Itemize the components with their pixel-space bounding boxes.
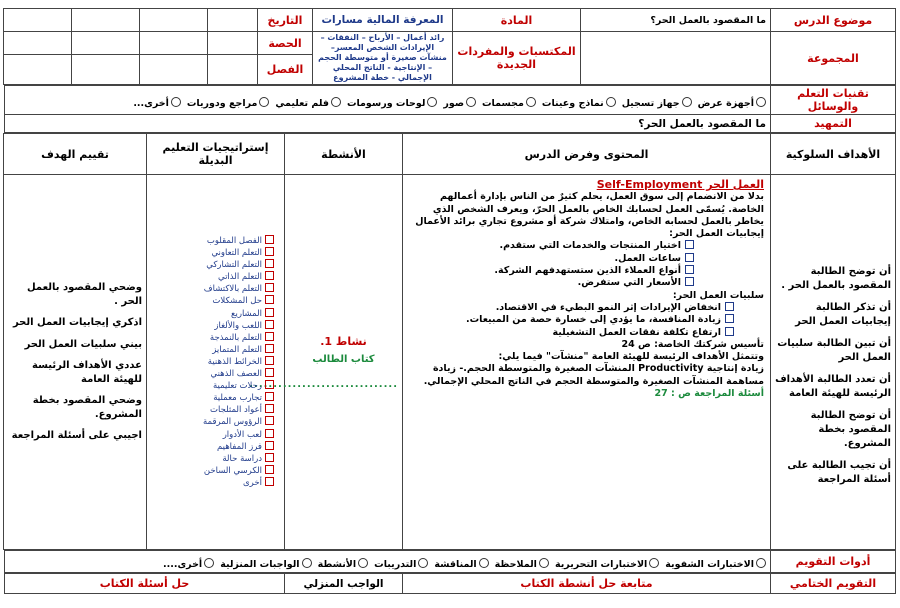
main-table (3, 133, 896, 550)
assessment-option-4[interactable]: المناقشة (434, 558, 488, 570)
checkbox-icon (685, 265, 694, 274)
tools-option-7[interactable]: فلم تعليمي (275, 97, 341, 109)
checkbox-icon[interactable] (265, 416, 274, 425)
evaluation-4: عددي الأهداف الرئيسة للهيئة العامة (32, 360, 142, 385)
assessment-option-6[interactable]: الأنشطة (318, 558, 369, 570)
tools-option-8[interactable]: مراجع ودوريات (187, 97, 270, 109)
cons-item-2: زيادة المنافسة، ما يؤدي إلى خسارة حصة من المبيعات. (409, 314, 764, 326)
intro-value: ما المقصود بالعمل الحر؟ (5, 115, 771, 133)
class-label: الفصل (258, 55, 313, 85)
strategy-item[interactable]: التعلم بالاكتشاف (151, 283, 274, 295)
tools-label: تقنيات التعلم والوسائل (771, 86, 896, 115)
assessment-option-7[interactable]: الواجبات المنزلية (220, 558, 311, 570)
closing-label: التقويم الختامي (771, 574, 896, 594)
strategy-item[interactable]: العصف الذهني (151, 368, 274, 380)
date-cell-2[interactable] (140, 9, 208, 32)
checkbox-icon (725, 314, 734, 323)
tools-options (5, 86, 771, 115)
assessment-option-1[interactable]: الاختبارات الشفوية (665, 558, 766, 570)
pros-title: إيجابيات العمل الحر: (669, 228, 764, 240)
radio-icon[interactable] (539, 558, 549, 568)
evaluation-1: وضحي المقصود بالعمل الحر . (26, 282, 142, 307)
tools-table (4, 85, 896, 133)
content-intro: بدلا من الانضمام إلى سوق العمل، يحلم كثيرٌ من الناس بإدارة أعمالهم الخاصة. يُسمّى العمل لحسابك الخاص بالعمل الحرّ، ويعرف الشخص الذي يخاطر بالعمل لحسابه الخاص، وامتلاك شركة أو مشروع تجاري برائد الأعمال (415, 191, 764, 227)
tools-option-2[interactable]: جهاز تسجيل (622, 97, 692, 109)
checkbox-icon (685, 277, 694, 286)
lesson-topic-label: موضوع الدرس (771, 9, 896, 32)
cons-title: سلبيات العمل الحر: (672, 289, 764, 301)
review-questions: أسئلة المراجعة ص : 27 (654, 388, 764, 400)
assessment-option-5[interactable]: التدريبات (374, 558, 428, 570)
pros-item-1: اختيار المنتجات والخدمات التي ستقدم. (409, 240, 764, 252)
objective-6: أن تجيب الطالبة على أسئلة المراجعة (787, 460, 891, 485)
strategy-item[interactable]: اللعب والألغاز (151, 320, 274, 332)
period-cell-4[interactable] (4, 32, 72, 55)
content-cell (403, 175, 771, 550)
cons-item-1: انخفاض الإيرادات إثر النمو البطيء في الاقتصاد. (409, 302, 764, 314)
assessment-label: أدوات التقويم (771, 551, 896, 573)
radio-icon[interactable] (756, 558, 766, 568)
assessment-options (5, 551, 771, 573)
objective-4: أن تعدد الطالبة الأهداف الرئيسة للهيئة العامة (775, 374, 891, 399)
strategy-item[interactable]: التعلم المتمايز (151, 344, 274, 356)
activity-dots: ............................... (249, 378, 398, 390)
tools-option-1[interactable]: أجهزة عرض (698, 97, 766, 109)
radio-icon[interactable] (204, 558, 214, 568)
checkbox-icon (685, 240, 694, 249)
date-cell-1[interactable] (208, 9, 258, 32)
pros-item-4: الأسعار التي ستفرض. (409, 277, 764, 289)
radio-icon[interactable] (418, 558, 428, 568)
class-cell-4[interactable] (4, 55, 72, 85)
strategy-item[interactable]: الخرائط الذهنية (151, 356, 274, 368)
checkbox-icon[interactable] (265, 477, 274, 486)
checkbox-icon[interactable] (265, 271, 274, 280)
date-cell-4[interactable] (4, 9, 72, 32)
period-cell-3[interactable] (72, 32, 140, 55)
strategy-item[interactable]: التعلم التعاوني (151, 247, 274, 259)
tools-option-9[interactable]: أخرى... (133, 97, 181, 109)
group-value[interactable] (581, 32, 771, 85)
checkbox-icon[interactable] (265, 247, 274, 256)
strategy-item[interactable]: التعلم الذاتي (151, 271, 274, 283)
intro-label: التمهيد (771, 115, 896, 133)
checkbox-icon[interactable] (265, 465, 274, 474)
objective-5: أن توضح الطالبة المقصود بخطة المشروع. (810, 410, 891, 449)
checkbox-icon[interactable] (265, 320, 274, 329)
activity-name: نشاط 1. (320, 334, 367, 348)
prior-label: المكتسبات والمفردات الجديدة (453, 32, 581, 85)
goal-1: زيادة إنتاجية Productivity المنشآت الصغيرة والمتوسطة الحجم.- زيادة مساهمة المنشآت الصغيرة والمتوسطة الحجم في الناتج المحلي الإجمالي. (423, 363, 764, 387)
lesson-topic-value: ما المقصود بالعمل الحر؟ (581, 9, 771, 32)
checkbox-icon[interactable] (265, 368, 274, 377)
objective-2: أن تذكر الطالبة إيجابيات العمل الحر (795, 302, 891, 327)
col-strategies: إستراتيجيات التعليم البديلة (147, 134, 285, 175)
checkbox-icon[interactable] (265, 344, 274, 353)
checkbox-icon[interactable] (265, 380, 274, 389)
checkbox-icon[interactable] (265, 235, 274, 244)
evaluation-2: اذكري إيجابيات العمل الحر (12, 317, 142, 329)
col-activities: الأنشطة (285, 134, 403, 175)
pros-item-2: ساعات العمل. (409, 253, 764, 265)
radio-icon[interactable] (427, 97, 437, 107)
date-label: التاريخ (258, 9, 313, 32)
checkbox-icon (725, 302, 734, 311)
evaluation-cell (4, 175, 147, 550)
period-cell-1[interactable] (208, 32, 258, 55)
assessment-option-8[interactable]: أخرى.... (163, 558, 214, 570)
group-label: المجموعة (771, 32, 896, 85)
tools-option-4[interactable]: مجسمات (482, 97, 536, 109)
radio-icon[interactable] (526, 97, 536, 107)
checkbox-icon[interactable] (265, 453, 274, 462)
strategy-item[interactable]: حل المشكلات (151, 295, 274, 307)
radio-icon[interactable] (302, 558, 312, 568)
radio-icon[interactable] (606, 97, 616, 107)
assessment-option-2[interactable]: الاختبارات التحريرية (555, 558, 659, 570)
strategy-item[interactable]: تجارب معملية (151, 392, 274, 404)
strategy-item[interactable]: الرؤوس المرقمة (151, 416, 274, 428)
activity-book: كتاب الطالب (312, 353, 375, 365)
checkbox-icon (685, 253, 694, 262)
checkbox-icon[interactable] (265, 404, 274, 413)
evaluation-6: اجيبي على أسئلة المراجعة (11, 430, 142, 442)
strategy-item[interactable]: الفصل المقلوب (151, 235, 274, 247)
checkbox-icon[interactable] (265, 259, 274, 268)
strategy-item[interactable]: لعب الأدوار (151, 429, 274, 441)
col-content: المحتوى وفرض الدرس (403, 134, 771, 175)
period-label: الحصة (258, 32, 313, 55)
class-cell-2[interactable] (140, 55, 208, 85)
radio-icon[interactable] (358, 558, 368, 568)
class-cell-1[interactable] (208, 55, 258, 85)
period-cell-2[interactable] (140, 32, 208, 55)
cons-item-3: ارتفاع تكلفة نفقات العمل التشغيلية (409, 327, 764, 339)
tools-option-3[interactable]: نماذج وعينات (542, 97, 616, 109)
closing-homework: الواجب المنزلي (285, 574, 403, 594)
strategy-item[interactable]: أخرى (151, 477, 274, 489)
content-title: العمل الحر Self-Employment (596, 178, 764, 191)
checkbox-icon[interactable] (265, 332, 274, 341)
evaluation-5: وضحي المقصود بخطة المشروع. (32, 395, 142, 420)
class-cell-3[interactable] (72, 55, 140, 85)
checkbox-icon[interactable] (265, 441, 274, 450)
checkbox-icon[interactable] (265, 308, 274, 317)
checkbox-icon[interactable] (265, 356, 274, 365)
col-evaluation: تقييم الهدف (4, 134, 147, 175)
strategy-item[interactable]: فرز المفاهيم (151, 441, 274, 453)
col-objectives: الأهداف السلوكية (771, 134, 896, 175)
radio-icon[interactable] (649, 558, 659, 568)
objectives-cell (771, 175, 896, 550)
strategy-item[interactable]: الكرسي الساخن (151, 465, 274, 477)
radio-icon[interactable] (331, 97, 341, 107)
radio-icon[interactable] (259, 97, 269, 107)
objective-3: أن تبين الطالبة سلبيات العمل الحر (777, 338, 891, 363)
checkbox-icon (725, 327, 734, 336)
closing-table (4, 573, 896, 594)
checkbox-icon[interactable] (265, 283, 274, 292)
closing-followup: متابعة حل أنشطة الكتاب (403, 574, 771, 594)
vocab-value: رائد أعمال – الأرباح – النفقات – الإيرادات الشخص المعسر– منشآت صغيرة أو متوسطة الحجم – الإنتاجية - الناتج المحلي الإجمالي - خطة المشروع (313, 32, 453, 85)
tools-option-5[interactable]: صور (443, 97, 476, 109)
lesson-plan-page (4, 8, 896, 592)
assessment-option-3[interactable]: الملاحظة (495, 558, 549, 570)
strategy-item[interactable]: التعلم بالنمذجة (151, 332, 274, 344)
goals-intro: وتتمثل الأهداف الرئيسة للهيئة العامة "منشآت" فيما يلي: (498, 351, 764, 363)
objective-1: أن توضح الطالبة المقصود بالعمل الحر . (781, 266, 891, 291)
tools-option-6[interactable]: لوحات ورسومات (347, 97, 437, 109)
closing-solve: حل أسئلة الكتاب (5, 574, 285, 594)
pros-item-3: أنواع العملاء الذين ستستهدفهم الشركة. (409, 265, 764, 277)
checkbox-icon[interactable] (265, 392, 274, 401)
radio-icon[interactable] (682, 97, 692, 107)
strategy-item[interactable]: أعواد المثلجات (151, 404, 274, 416)
evaluation-3: بيني سلبيات العمل الحر (24, 338, 142, 350)
strategy-item[interactable]: التعلم التشاركي (151, 259, 274, 271)
strategy-item[interactable]: دراسة حالة (151, 453, 274, 465)
radio-icon[interactable] (479, 558, 489, 568)
checkbox-icon[interactable] (265, 429, 274, 438)
radio-icon[interactable] (756, 97, 766, 107)
found-company: تأسيس شركتك الخاصة: ص 24 (621, 338, 764, 350)
strategies-cell (147, 175, 285, 550)
assessment-table (4, 550, 896, 573)
strategy-item[interactable]: المشاريع (151, 308, 274, 320)
header-table (3, 8, 896, 85)
radio-icon[interactable] (171, 97, 181, 107)
strategy-item[interactable]: رحلات تعليمية (151, 380, 274, 392)
checkbox-icon[interactable] (265, 295, 274, 304)
subject-value: المعرفة المالية مسارات (313, 9, 453, 32)
subject-label: المادة (453, 9, 581, 32)
radio-icon[interactable] (466, 97, 476, 107)
date-cell-3[interactable] (72, 9, 140, 32)
